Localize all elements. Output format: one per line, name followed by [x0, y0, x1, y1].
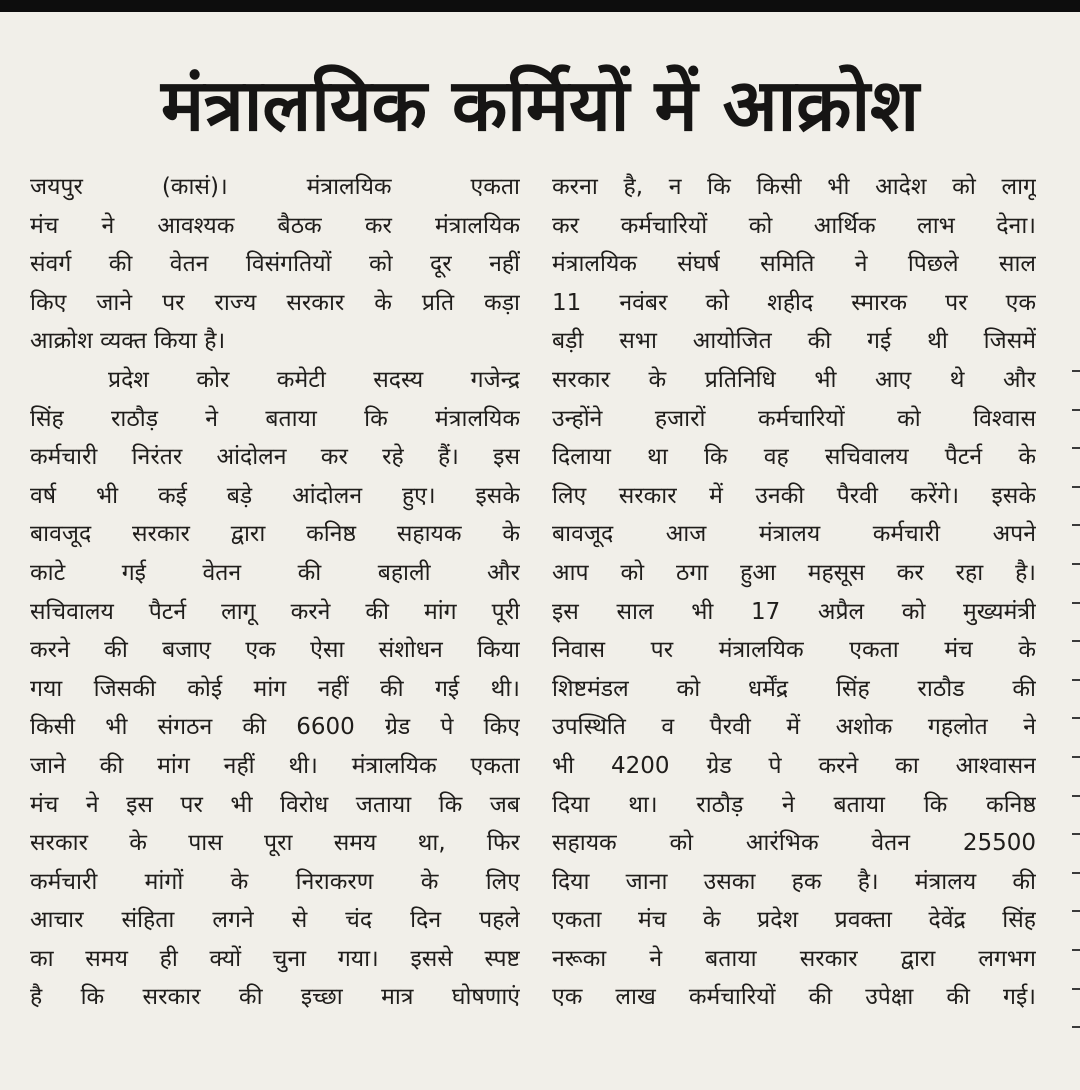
- article-text-line: प्रदेश कोर कमेटी सदस्य गजेन्द्र: [108, 366, 520, 393]
- article-text-line: लिए सरकार में उनकी पैरवी करेंगे। इसके: [552, 482, 1036, 509]
- article-text-line: जयपुर (कासं)। मंत्रालयिक एकता: [30, 174, 520, 200]
- edge-tick: [1072, 872, 1080, 874]
- article-text-line: आक्रोश व्यक्त किया है।: [30, 328, 226, 355]
- edge-tick: [1072, 409, 1080, 411]
- article-text-line: मंच ने इस पर भी विरोध जताया कि जब: [30, 791, 520, 818]
- article-text-line: वर्ष भी कई बड़े आंदोलन हुए। इसके: [30, 482, 520, 509]
- article-text-line: उन्होंने हजारों कर्मचारियों को विश्वास: [552, 405, 1036, 432]
- article-text-line: दिलाया था कि वह सचिवालय पैटर्न के: [552, 444, 1036, 471]
- article-text-line: दिया था। राठौड़ ने बताया कि कनिष्ठ: [552, 791, 1036, 818]
- article-text-line: किसी भी संगठन की 6600 ग्रेड पे किए: [30, 714, 520, 741]
- edge-tick: [1072, 679, 1080, 681]
- edge-tick: [1072, 949, 1080, 951]
- article-text-line: एकता मंच के प्रदेश प्रवक्ता देवेंद्र सिंह: [552, 907, 1036, 934]
- article-text-line: निवास पर मंत्रालयिक एकता मंच के: [552, 637, 1036, 664]
- article-text-line: शिष्टमंडल को धर्मेंद्र सिंह राठौड की: [552, 675, 1036, 702]
- article-text-line: नरूका ने बताया सरकार द्वारा लगभग: [552, 945, 1036, 972]
- article-text-line: बावजूद सरकार द्वारा कनिष्ठ सहायक के: [30, 521, 520, 548]
- edge-tick: [1072, 756, 1080, 758]
- article-text-line: कर कर्मचारियों को आर्थिक लाभ देना।: [552, 212, 1036, 239]
- article-text-line: दिया जाना उसका हक है। मंत्रालय की: [552, 868, 1036, 895]
- article-text-line: करना है, न कि किसी भी आदेश को लागू: [552, 174, 1036, 200]
- edge-tick: [1072, 602, 1080, 604]
- article-text-line: सहायक को आरंभिक वेतन 25500: [552, 830, 1036, 857]
- edge-tick: [1072, 486, 1080, 488]
- article-text-line: मंत्रालयिक संघर्ष समिति ने पिछले साल: [552, 251, 1036, 278]
- article-text-line: बड़ी सभा आयोजित की गई थी जिसमें: [552, 328, 1036, 355]
- article-text-line: कर्मचारी निरंतर आंदोलन कर रहे हैं। इस: [30, 444, 520, 471]
- article-text-line: का समय ही क्यों चुना गया। इससे स्पष्ट: [30, 945, 520, 972]
- article-text-line: सरकार के प्रतिनिधि भी आए थे और: [552, 366, 1036, 393]
- article-text-line: उपस्थिति व पैरवी में अशोक गहलोत ने: [552, 714, 1036, 741]
- article-text-line: इस साल भी 17 अप्रैल को मुख्यमंत्री: [552, 598, 1036, 625]
- article-column-left: [30, 168, 520, 1017]
- article-text-line: किए जाने पर राज्य सरकार के प्रति कड़ा: [30, 289, 520, 316]
- article-text-line: सचिवालय पैटर्न लागू करने की मांग पूरी: [30, 598, 520, 625]
- article-text-line: 11 नवंबर को शहीद स्मारक पर एक: [552, 289, 1036, 316]
- article-text-line: संवर्ग की वेतन विसंगतियों को दूर नहीं: [30, 251, 520, 278]
- edge-tick: [1072, 910, 1080, 912]
- edge-tick: [1072, 717, 1080, 719]
- edge-tick: [1072, 988, 1080, 990]
- edge-tick: [1072, 370, 1080, 372]
- article-text-line: आप को ठगा हुआ महसूस कर रहा है।: [552, 559, 1036, 586]
- edge-tick: [1072, 524, 1080, 526]
- article-text-line: सरकार के पास पूरा समय था, फिर: [30, 830, 520, 857]
- article-column-right: [552, 168, 1036, 1017]
- article-text-line: कर्मचारी मांगों के निराकरण के लिए: [30, 868, 520, 895]
- article-text-line: सिंह राठौड़ ने बताया कि मंत्रालयिक: [30, 405, 520, 432]
- edge-tick: [1072, 833, 1080, 835]
- edge-tick: [1072, 563, 1080, 565]
- article-text-line: गया जिसकी कोई मांग नहीं की गई थी।: [30, 675, 520, 702]
- edge-tick: [1072, 447, 1080, 449]
- article-text-line: काटे गई वेतन की बहाली और: [30, 559, 520, 586]
- article-text-line: मंच ने आवश्यक बैठक कर मंत्रालयिक: [30, 212, 520, 239]
- edge-tick: [1072, 1026, 1080, 1028]
- article-text-line: आचार संहिता लगने से चंद दिन पहले: [30, 907, 520, 934]
- edge-tick: [1072, 795, 1080, 797]
- headline: मंत्रालयिक कर्मियों में आक्रोश: [160, 63, 920, 147]
- edge-tick: [1072, 640, 1080, 642]
- article-text-line: जाने की मांग नहीं थी। मंत्रालयिक एकता: [30, 752, 520, 779]
- article-text-line: भी 4200 ग्रेड पे करने का आश्वासन: [552, 752, 1036, 779]
- article-text-line: बावजूद आज मंत्रालय कर्मचारी अपने: [552, 521, 1036, 548]
- adjacent-page-edge: [1068, 370, 1080, 1070]
- article-text-line: करने की बजाए एक ऐसा संशोधन किया: [30, 637, 520, 664]
- top-border-bar: [0, 0, 1080, 12]
- article-text-line: एक लाख कर्मचारियों की उपेक्षा की गई।: [552, 984, 1036, 1011]
- article-text-line: है कि सरकार की इच्छा मात्र घोषणाएं: [30, 984, 520, 1011]
